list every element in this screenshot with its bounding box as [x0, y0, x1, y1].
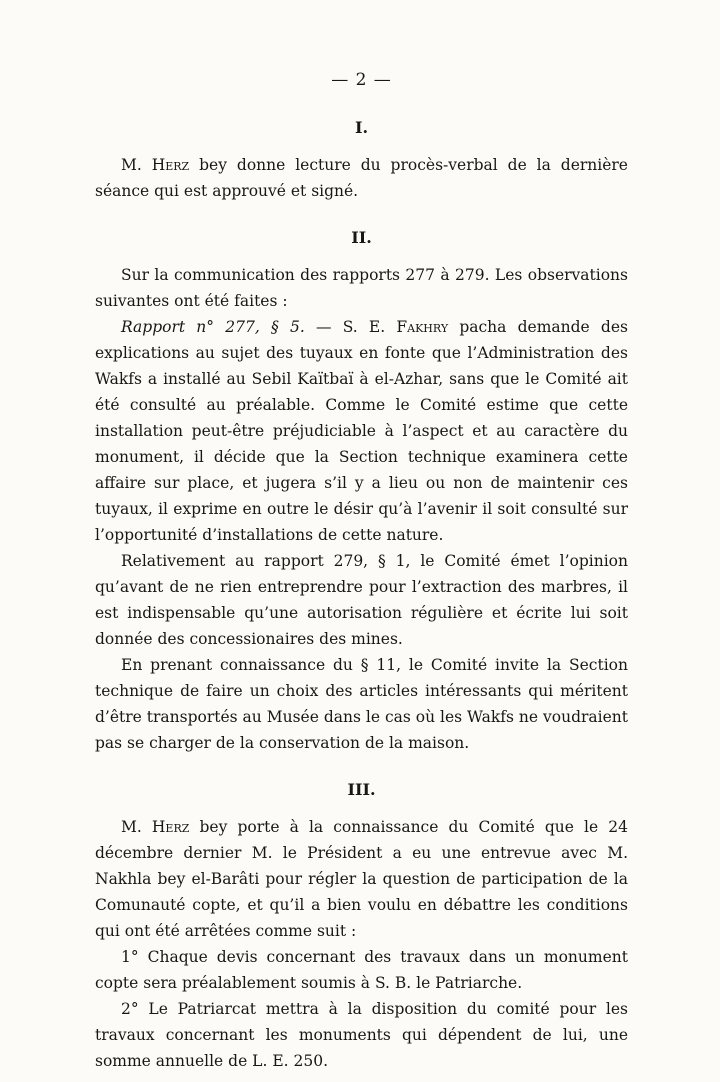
paragraph	[95, 814, 628, 944]
text-run: 2° Le Patriarcat mettra à la disposition du comité pour les travaux concernant les monuments qui dépendent de lui, une somme annuelle de L. E. 250.	[95, 1000, 628, 1070]
section-3-heading: III.	[347, 780, 376, 799]
paragraph	[95, 152, 628, 204]
text-run-smallcaps: Herz	[151, 818, 190, 836]
page-number: — 2 —	[331, 70, 392, 90]
paragraph	[95, 944, 628, 996]
paragraph	[95, 548, 628, 652]
text-run: 1° Chaque devis concernant des travaux dans un monument copte sera préalablement soumis à S. B. le Patriarche.	[95, 948, 628, 992]
text-run: — S. E.	[304, 318, 397, 336]
text-run-smallcaps: Fakhry	[396, 318, 449, 336]
text-run: M.	[121, 818, 152, 836]
text-run: pacha demande des explications au sujet des tuyaux en fonte que l’Administration des Wakfs a installé au Sebil Kaïtbaï à el-Azhar, sans que le Comité ait été consulté au préalable. Comme le Comité estime que cette installation peut-être préjudiciable à l’aspect et au caractère du monument, il décide que la Section technique examinera cette affaire sur place, et jugera s’il y a lieu ou non de maintenir ces tuyaux, il exprime en outre le désir qu’à l’avenir il soit consulté sur l’opportunité d’installations de cette nature.	[95, 318, 628, 544]
paragraph	[95, 996, 628, 1074]
paragraph	[95, 314, 628, 548]
text-run-italic: Rapport n° 277, § 5.	[121, 318, 305, 336]
text-run: bey donne lecture du procès-verbal de la dernière séance qui est approuvé et signé.	[95, 156, 628, 200]
text-run-smallcaps: Herz	[151, 156, 190, 174]
text-run: Sur la communication des rapports 277 à 279. Les observations suivantes ont été faites :	[95, 266, 628, 310]
section-2	[95, 228, 628, 756]
section-2-heading: II.	[351, 228, 372, 247]
section-1-heading: I.	[354, 118, 369, 137]
text-run: En prenant connaissance du § 11, le Comité invite la Section technique de faire un choix des articles intéressants qui méritent d’être transportés au Musée dans le cas où les Wakfs ne voudraient pas se charger de la conservation de la maison.	[95, 656, 628, 752]
text-run: Relativement au rapport 279, § 1, le Comité émet l’opinion qu’avant de ne rien entreprendre pour l’extraction des marbres, il est indispensable qu’une autorisation régulière et écrite lui soit donnée des concessionaires des mines.	[95, 552, 628, 648]
text-run: M.	[121, 156, 152, 174]
text-run: bey porte à la connaissance du Comité que le 24 décembre dernier M. le Président a eu une entrevue avec M. Nakhla bey el-Barâti pour régler la question de participation de la Comunauté copte, et qu’il a bien voulu en débattre les conditions qui ont été arrêtées comme suit :	[95, 818, 628, 940]
section-1	[95, 118, 628, 204]
section-3	[95, 780, 628, 1074]
paragraph	[95, 652, 628, 756]
paragraph	[95, 262, 628, 314]
